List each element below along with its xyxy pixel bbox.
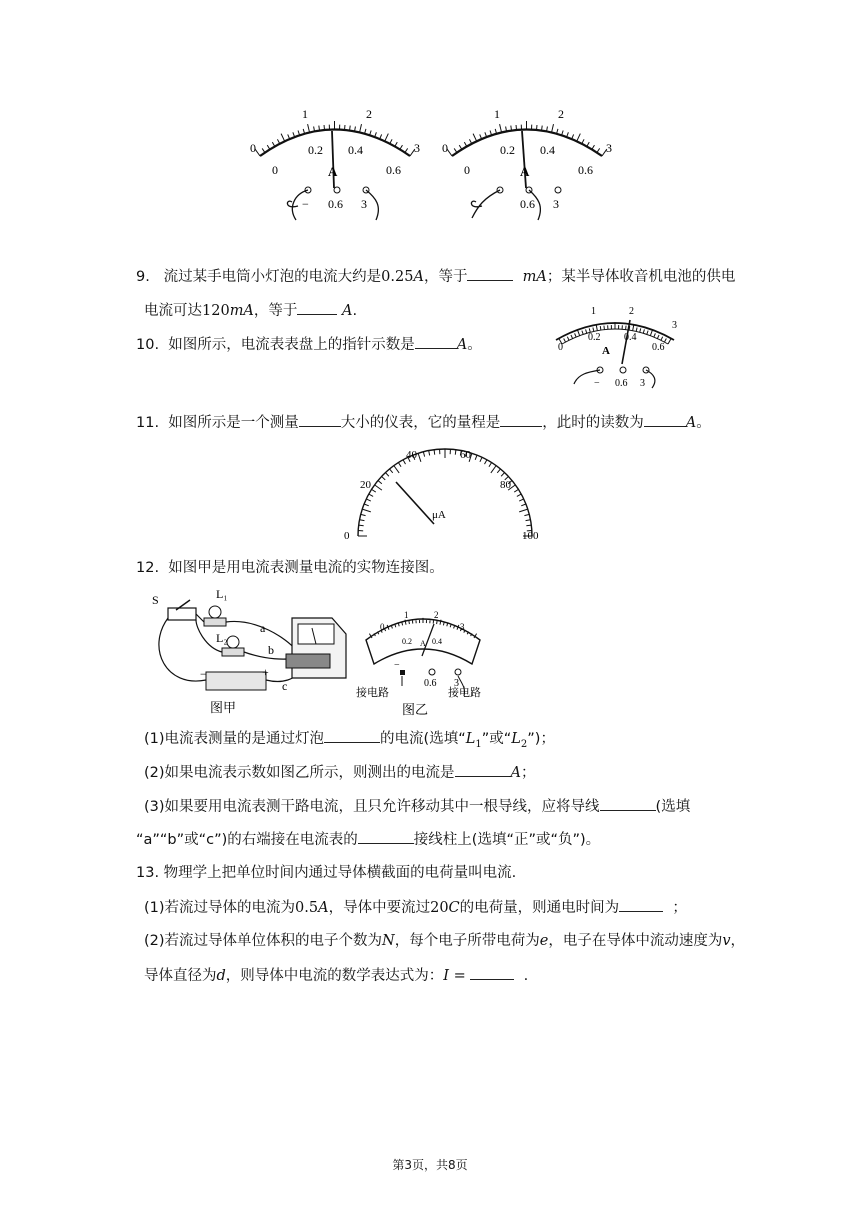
figure-jia-circuit <box>146 588 356 716</box>
major-0: 0 <box>250 141 256 155</box>
question-text: . <box>523 968 529 984</box>
symbol: d <box>216 968 226 984</box>
q13-part-2 <box>144 931 745 951</box>
question-text: 流过某手电筒小灯泡的电流大约是 <box>163 269 382 285</box>
symbol: e <box>539 933 549 949</box>
question-text: “a”“b”或“c”)的右端接在电流表的 <box>136 832 358 848</box>
value: 0.5 <box>295 900 319 916</box>
terminal-0.6: 0.6 <box>424 678 437 689</box>
question-text: ， <box>730 933 746 949</box>
value: 0.25 <box>381 269 414 285</box>
question-text: 。 <box>467 337 482 353</box>
value: 20 <box>430 900 449 916</box>
q12-part-1 <box>144 728 555 755</box>
tick-80: 80 <box>500 479 511 491</box>
question-text: (1)电流表测量的是通过灯泡 <box>144 731 325 747</box>
minor-0.6: 0.6 <box>652 342 665 353</box>
page-footer: 第3页，共8页 <box>392 1158 468 1172</box>
major-2: 2 <box>366 107 372 121</box>
question-text: ； <box>672 900 687 916</box>
major-3: 3 <box>606 141 612 155</box>
question-text: 如图所示是一个测量 <box>168 415 299 431</box>
terminal-3: 3 <box>454 678 459 689</box>
unit: A <box>510 765 522 781</box>
q10-ammeter-dial <box>540 302 690 392</box>
unit-label: A <box>520 164 530 179</box>
question-text: 的电流(选填“ <box>380 731 466 747</box>
terminal-neg: − <box>302 197 309 211</box>
question-text: 大小的仪表，它的量程是 <box>340 415 501 431</box>
major-0: 0 <box>558 342 563 353</box>
label-connect-left: 接电路 <box>356 687 389 699</box>
unit-label: A <box>328 164 338 179</box>
ammeter-dial-right <box>442 107 612 220</box>
terminal-3: 3 <box>640 378 645 389</box>
major-0: 0 <box>380 622 385 632</box>
question-text: (2)若流过导体单位体积的电子个数为 <box>144 933 383 949</box>
question-text: 导体直径为 <box>144 968 217 984</box>
minor-0.4: 0.4 <box>624 332 637 343</box>
question-text: 。 <box>696 415 711 431</box>
figure-yi-ammeter <box>356 604 490 716</box>
minor-0.4: 0.4 <box>432 637 442 646</box>
terminal-0.6: 0.6 <box>520 197 535 211</box>
major-2: 2 <box>434 610 439 620</box>
answer-blank[interactable] <box>455 762 511 777</box>
q12-part-2 <box>144 762 536 783</box>
question-12 <box>136 558 444 578</box>
caption-jia: 图甲 <box>210 700 237 715</box>
label-a: a <box>260 621 266 635</box>
question-text: (选填 <box>655 799 691 815</box>
question-text: 如图甲是用电流表测量电流的实物连接图。 <box>168 560 444 576</box>
symbol: L <box>465 731 476 747</box>
answer-blank[interactable] <box>470 965 514 980</box>
symbol: N <box>382 933 395 949</box>
label-L2: L₂ <box>216 631 228 645</box>
q11-microammeter-dial <box>342 446 548 544</box>
major-1: 1 <box>494 107 500 121</box>
answer-blank[interactable] <box>500 412 542 427</box>
unit: A <box>413 269 424 285</box>
minor-0.2: 0.2 <box>588 332 601 343</box>
tick-20: 20 <box>360 479 371 491</box>
question-text: (3)如果要用电流表测干路电流，且只允许移动其中一根导线，应将导线 <box>144 799 600 815</box>
question-text: ”)； <box>527 731 555 747</box>
major-1: 1 <box>404 610 409 620</box>
unit-label: μA <box>432 509 446 521</box>
value: 120 <box>202 303 230 319</box>
minor-0.2: 0.2 <box>308 143 323 157</box>
major-1: 1 <box>591 306 596 317</box>
unit: A <box>456 337 468 353</box>
terminal-3: 3 <box>361 197 367 211</box>
question-text: ；某半导体收音机电池的供电 <box>546 269 736 285</box>
label-S: S <box>152 593 159 607</box>
caption-yi: 图乙 <box>402 702 429 716</box>
subscript: 2 <box>520 738 528 750</box>
question-number: 12. <box>136 560 160 576</box>
major-2: 2 <box>558 107 564 121</box>
question-text: 接线柱上(选填“正”或“负”)。 <box>413 832 601 848</box>
q13-part-1 <box>144 897 687 918</box>
label-c: c <box>282 679 288 693</box>
terminal-0.6: 0.6 <box>615 378 628 389</box>
question-text: ，每个电子所带电荷为 <box>394 933 540 949</box>
minor-0: 0 <box>272 163 278 177</box>
major-3: 3 <box>460 622 465 632</box>
question-number: 10. <box>136 337 160 353</box>
major-1: 1 <box>302 107 308 121</box>
major-0: 0 <box>442 141 448 155</box>
major-3: 3 <box>414 141 420 155</box>
minor-0.2: 0.2 <box>500 143 515 157</box>
label-pos: + <box>262 665 269 679</box>
minor-0: 0 <box>464 163 470 177</box>
unit: A <box>318 900 329 916</box>
unit: mA <box>522 269 547 285</box>
q12-part-3-line-2 <box>136 829 600 850</box>
answer-blank[interactable] <box>467 266 513 281</box>
ammeter-dial-left <box>250 107 420 220</box>
tick-60: 60 <box>460 449 471 461</box>
question-10 <box>136 334 482 355</box>
question-text: 的电荷量，则通电时间为 <box>459 900 620 916</box>
tick-0: 0 <box>344 530 350 542</box>
answer-blank[interactable] <box>299 412 341 427</box>
minor-0.2: 0.2 <box>402 637 412 646</box>
label-b: b <box>268 643 274 657</box>
question-text: 电流可达 <box>144 303 202 319</box>
symbol: L <box>511 731 521 747</box>
question-13 <box>136 863 516 883</box>
unit: A <box>685 415 697 431</box>
question-text: 如图所示，电流表表盘上的指针示数是 <box>168 337 415 353</box>
tick-100: 100 <box>522 530 539 542</box>
terminal-neg: − <box>594 378 600 389</box>
question-text: ，此时的读数为 <box>542 415 644 431</box>
question-number: 9. <box>136 269 150 285</box>
label-connect-right: 接电路 <box>448 687 481 699</box>
question-text: ，等于 <box>253 303 298 319</box>
answer-blank[interactable] <box>619 897 663 912</box>
minor-0.6: 0.6 <box>578 163 593 177</box>
minor-0.4: 0.4 <box>348 143 363 157</box>
label-neg: − <box>200 667 207 681</box>
answer-blank[interactable] <box>644 412 686 427</box>
answer-blank[interactable] <box>297 300 337 315</box>
minor-A: A <box>420 639 426 648</box>
question-9-line-1 <box>136 266 735 287</box>
answer-blank[interactable] <box>600 796 656 811</box>
question-text: 物理学上把单位时间内通过导体横截面的电荷量叫电流. <box>163 865 517 881</box>
question-text: ，电子在导体中流动速度为 <box>548 933 723 949</box>
minor-0.6: 0.6 <box>386 163 401 177</box>
subscript: 1 <box>475 738 482 750</box>
q13-part-3 <box>144 965 528 986</box>
tick-40: 40 <box>406 449 417 461</box>
question-text: ，导体中要流过 <box>328 900 431 916</box>
answer-blank[interactable] <box>415 334 457 349</box>
question-text: ； <box>521 765 536 781</box>
question-number: 13. <box>136 865 160 881</box>
question-11 <box>136 412 711 433</box>
question-number: 11. <box>136 415 160 431</box>
minor-0.4: 0.4 <box>540 143 555 157</box>
unit-label: A <box>602 345 610 357</box>
major-3: 3 <box>672 320 677 331</box>
label-L1: L₁ <box>216 588 228 601</box>
question-text: . <box>352 303 358 319</box>
question-text: ，等于 <box>423 269 468 285</box>
terminal-3: 3 <box>553 197 559 211</box>
question-9-line-2 <box>144 300 357 321</box>
equals-sign: = <box>449 968 471 984</box>
unit: A <box>342 303 353 319</box>
question-text: (1)若流过导体的电流为 <box>144 900 296 916</box>
terminal-neg: − <box>394 660 400 671</box>
major-2: 2 <box>629 306 634 317</box>
question-text: ”或“ <box>481 731 512 747</box>
question-text: (2)如果电流表示数如图乙所示，则测出的电流是 <box>144 765 455 781</box>
question-text: ，则导体中电流的数学表达式为： <box>225 968 444 984</box>
unit: C <box>448 900 460 916</box>
answer-blank[interactable] <box>324 728 380 743</box>
symbol: I <box>443 968 450 984</box>
q12-part-3-line-1 <box>144 796 690 817</box>
symbol: v <box>722 933 731 949</box>
q8-ammeter-figure <box>236 98 626 224</box>
terminal-0.6: 0.6 <box>328 197 343 211</box>
answer-blank[interactable] <box>358 829 414 844</box>
unit: mA <box>229 303 254 319</box>
